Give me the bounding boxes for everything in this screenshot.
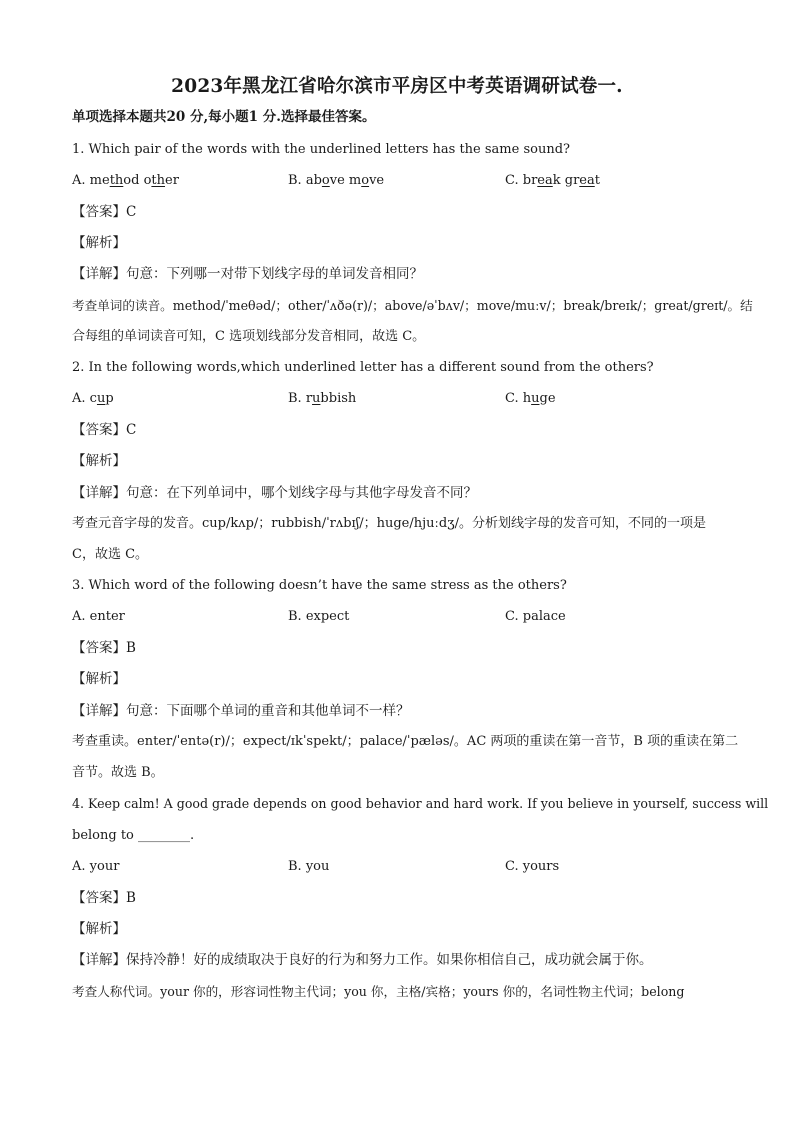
question-4-analysis-label: 【解析】 — [72, 921, 126, 937]
option-text: you — [305, 859, 330, 874]
option-text: ve m — [329, 173, 362, 188]
page-title: 2023年黑龙江省哈尔滨市平房区中考英语调研试卷一. — [171, 76, 623, 97]
question-2-stem: 2. In the following words,which underlined letter has a different sound from the others? — [72, 360, 654, 375]
question-4-explanation-line1: 考查人称代词。your 你的，形容词性物主代词；you 你，主格/宾格；yours 你的，名词性物主代词；belong — [72, 984, 685, 999]
option-text: enter — [89, 609, 125, 624]
question-1-answer: 【答案】C — [72, 204, 137, 220]
option-letter: B. — [288, 173, 306, 188]
option-text: ab — [305, 173, 322, 188]
option-letter: B. — [288, 859, 306, 874]
question-3-option-a — [72, 608, 125, 626]
option-text: t — [594, 173, 600, 188]
underlined-letters: th — [151, 173, 166, 188]
question-4-detail: 【详解】保持冷静！好的成绩取决于良好的行为和努力工作。如果你相信自己，成功就会属于你。 — [72, 952, 653, 968]
question-1-explanation-line2: 合每组的单词读音可知，C 选项划线部分发音相同，故选 C。 — [72, 329, 426, 344]
question-1-option-c — [505, 172, 600, 190]
option-text: od — [123, 173, 144, 188]
option-text: yours — [522, 859, 560, 874]
option-text: palace — [522, 609, 566, 624]
option-letter: A. — [72, 391, 90, 406]
option-text: your — [89, 859, 120, 874]
underlined-letters: ea — [579, 173, 595, 188]
option-text: p — [105, 391, 114, 406]
option-letter: A. — [72, 173, 90, 188]
question-3-detail: 【详解】句意：下面哪个单词的重音和其他单词不一样？ — [72, 703, 410, 719]
question-2-answer: 【答案】C — [72, 422, 137, 438]
section-heading: 单项选择本题共20 分,每小题1 分.选择最佳答案。 — [72, 109, 376, 125]
question-4-option-c — [505, 858, 559, 876]
question-1-explanation-line1: 考查单词的读音。method/ˈmeθəd/；other/ˈʌðə(r)/；above/əˈbʌv/；move/muːv/；break/breɪk/；great/greɪt/。结 — [72, 298, 753, 313]
option-letter: A. — [72, 859, 90, 874]
option-letter: C. — [505, 609, 523, 624]
underlined-letters: th — [109, 173, 124, 188]
underlined-letters: ea — [537, 173, 553, 188]
question-2-detail: 【详解】句意：在下列单词中，哪个划线字母与其他字母发音不同？ — [72, 485, 477, 501]
option-letter: A. — [72, 609, 90, 624]
question-4-answer: 【答案】B — [72, 890, 136, 906]
question-3-stem: 3. Which word of the following doesn’t have the same stress as the others? — [72, 578, 567, 593]
question-1-stem: 1. Which pair of the words with the underlined letters has the same sound? — [72, 142, 570, 157]
option-text: expect — [305, 609, 350, 624]
question-3-answer: 【答案】B — [72, 640, 136, 656]
question-2-explanation-line1: 考查元音字母的发音。cup/kʌp/；rubbish/ˈrʌbɪʃ/；huge/hjuːdʒ/。分析划线字母的发音可知，不同的一项是 — [72, 516, 706, 531]
question-1-analysis-label: 【解析】 — [72, 235, 126, 251]
option-text: ge — [539, 391, 556, 406]
question-4-stem: 4. Keep calm! A good grade depends on good behavior and hard work. If you believe in yourself, success will — [72, 796, 769, 811]
underlined-letters: u — [312, 391, 321, 406]
option-letter: B. — [288, 609, 306, 624]
option-text: br — [522, 173, 538, 188]
option-text: ve — [369, 173, 385, 188]
option-text: er — [165, 173, 179, 188]
question-3-explanation-line2: 音节。故选 B。 — [72, 765, 164, 780]
question-2-option-b — [288, 390, 356, 408]
underlined-letters: u — [531, 391, 540, 406]
question-4-stem-line2: belong to ________. — [72, 828, 195, 843]
option-letter: C. — [505, 391, 523, 406]
question-2-explanation-line2: C，故选 C。 — [72, 547, 149, 562]
question-3-option-c — [505, 608, 566, 626]
question-3-explanation-line1: 考查重读。enter/ˈentə(r)/；expect/ɪkˈspekt/；palace/ˈpæləs/。AC 两项的重读在第一音节，B 项的重读在第二 — [72, 734, 739, 749]
option-text: k gr — [552, 173, 580, 188]
option-text: bbish — [320, 391, 357, 406]
question-4-option-b — [288, 858, 329, 876]
question-4-option-a — [72, 858, 119, 876]
option-text: r — [305, 391, 313, 406]
underlined-letters: u — [96, 391, 106, 406]
underlined-letters: o — [321, 173, 330, 188]
underlined-letters: o — [361, 173, 370, 188]
option-text: c — [89, 391, 97, 406]
option-text: me — [89, 173, 110, 188]
question-2-option-c — [505, 390, 556, 408]
question-2-option-a — [72, 390, 114, 408]
option-text: o — [143, 173, 152, 188]
question-1-detail: 【详解】句意：下列哪一对带下划线字母的单词发音相同？ — [72, 266, 423, 282]
question-3-option-b — [288, 608, 349, 626]
question-3-analysis-label: 【解析】 — [72, 671, 126, 687]
option-text: h — [522, 391, 532, 406]
option-letter: C. — [505, 173, 523, 188]
question-2-analysis-label: 【解析】 — [72, 453, 126, 469]
question-1-option-b — [288, 172, 384, 190]
question-1-option-a — [72, 172, 179, 190]
option-letter: C. — [505, 859, 523, 874]
option-letter: B. — [288, 391, 306, 406]
